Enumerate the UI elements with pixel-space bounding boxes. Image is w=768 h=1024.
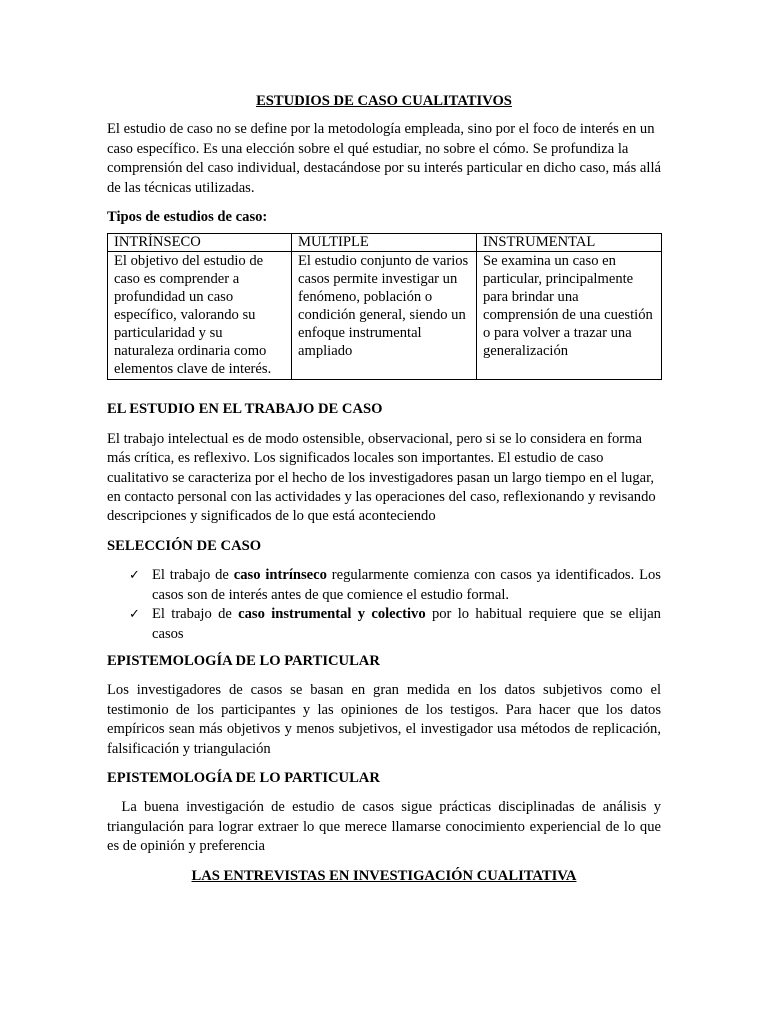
list-item-text-bold: caso instrumental y colectivo: [238, 606, 426, 623]
section-paragraph: El trabajo intelectual es de modo ostensible, observacional, pero si se lo considera en forma más crítica, es reflexivo. Los significados locales son importantes. El estudio de caso cualitativo se caracteriza por el hecho de los investigadores pasan un largo tiempo en el lugar, en contacto personal con las actividades y las operaciones del caso, reflexionando y revisando descripciones y significados de lo que está aconteciendo: [107, 430, 656, 525]
section-heading: EL ESTUDIO EN EL TRABAJO DE CASO: [107, 401, 383, 418]
section-paragraph-text: La buena investigación de estudio de casos sigue prácticas disciplinadas de análisis y triangulación para lograr extraer lo que merece llamarse conocimiento experiencial de lo que es de opinión y preferencia: [107, 799, 661, 855]
bottom-title: LAS ENTREVISTAS EN INVESTIGACIÓN CUALITATIVA: [191, 867, 577, 884]
table-header-cell: MULTIPLE: [292, 234, 477, 252]
list-item-text-post: por lo habitual requiere que se elijan casos: [152, 606, 661, 642]
table-row: [108, 252, 662, 380]
table-cell: El estudio conjunto de varios casos permite investigar un fenómeno, población o condición general, siendo un enfoque instrumental ampliado: [292, 252, 477, 380]
section-heading: EPISTEMOLOGÍA DE LO PARTICULAR: [107, 652, 380, 669]
table-header-row: [108, 234, 662, 252]
check-list: [107, 566, 661, 644]
table-header-cell: INTRÍNSECO: [108, 234, 292, 252]
list-item-text-post: regularmente comienza con casos ya identificados. Los casos son de interés antes de que comience el estudio formal.: [152, 567, 661, 603]
document-title: ESTUDIOS DE CASO CUALITATIVOS: [256, 93, 512, 109]
table-cell: Se examina un caso en particular, principalmente para brindar una comprensión de una cuestión o para volver a trazar una generalización: [477, 252, 662, 380]
list-item-text-pre: El trabajo de: [152, 567, 234, 584]
list-item-text-bold: caso intrínseco: [233, 567, 327, 584]
list-item-text-pre: El trabajo de: [152, 606, 239, 623]
list-item: [107, 605, 661, 644]
types-heading: Tipos de estudios de caso:: [107, 209, 268, 226]
list-item: [107, 566, 661, 605]
intro-paragraph: El estudio de caso no se define por la metodología empleada, sino por el foco de interés en un caso específico. Es una elección sobre el qué estudiar, no sobre el cómo. Se profundiza la comprensión del caso individual, destacándose por su interés particular en dicho caso, más allá de las técnicas utilizadas.: [107, 121, 661, 196]
check-icon: ✓: [129, 607, 140, 623]
case-types-table: [107, 233, 662, 380]
section-paragraph: [107, 798, 661, 856]
table-header-cell: INSTRUMENTAL: [477, 234, 662, 252]
check-icon: ✓: [129, 568, 140, 584]
section-heading: EPISTEMOLOGÍA DE LO PARTICULAR: [107, 769, 380, 786]
section-heading: SELECCIÓN DE CASO: [107, 537, 262, 554]
document-page: [107, 92, 661, 886]
table-cell: El objetivo del estudio de caso es comprender a profundidad un caso específico, valorando su particularidad y su naturaleza ordinaria como elementos clave de interés.: [108, 252, 292, 380]
section-paragraph: Los investigadores de casos se basan en gran medida en los datos subjetivos como el testimonio de los participantes y las opiniones de los testigos. Para hacer que los datos empíricos sean más objetivos y menos subjetivos, el investigador usa métodos de replicación, falsificación y triangulación: [107, 682, 661, 757]
